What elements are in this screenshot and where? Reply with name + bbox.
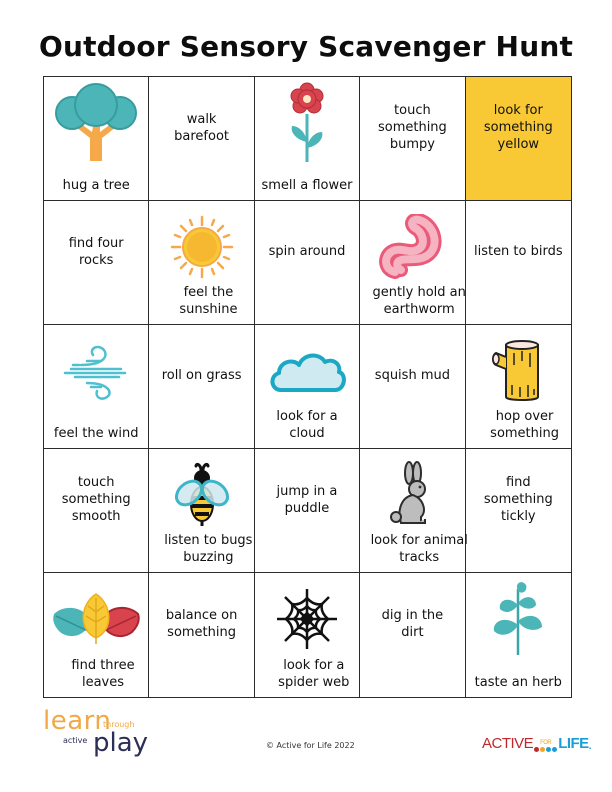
grid-cell[interactable]: [149, 77, 254, 201]
active-for-life-logo: [482, 735, 591, 752]
logo-for-word: FOR: [540, 740, 552, 746]
grid-cell[interactable]: [466, 573, 571, 697]
cell-label: find three leaves: [71, 658, 135, 690]
grid-cell[interactable]: [44, 201, 149, 325]
log-icon: [490, 333, 546, 409]
cell-label: find something tickly: [483, 475, 553, 524]
grid-cell[interactable]: [44, 449, 149, 573]
cell-label: smell a flower: [261, 178, 353, 193]
logo-dots-icon: [534, 747, 557, 752]
cell-label: find four rocks: [68, 235, 124, 268]
cell-label: listen to bugs buzzing: [164, 533, 253, 565]
spider-web-icon: [274, 581, 340, 657]
cell-label: roll on grass: [161, 368, 242, 383]
cell-label: walk barefoot: [174, 111, 230, 144]
page-title: Outdoor Sensory Scavenger Hunt: [38, 30, 574, 63]
grid-cell[interactable]: [466, 325, 571, 449]
cell-label: hop over something: [490, 409, 559, 441]
cell-label: look for a spider web: [278, 658, 350, 690]
grid-cell[interactable]: [149, 325, 254, 449]
cell-label: feel the wind: [53, 426, 139, 441]
cell-label: touch something bumpy: [377, 103, 447, 152]
logo-play-text: play: [93, 728, 149, 758]
cell-label: taste an herb: [474, 675, 562, 690]
cell-label: hug a tree: [62, 178, 130, 193]
logo-for-block: [534, 740, 557, 752]
grid-cell[interactable]: [360, 449, 468, 573]
grid-cell[interactable]: [149, 449, 254, 573]
earthworm-icon: [379, 209, 445, 285]
tree-icon: [50, 85, 142, 161]
bee-icon: [167, 457, 237, 533]
copyright-text: © Active for Life 2022: [266, 741, 355, 750]
grid-cell[interactable]: [360, 325, 465, 449]
cell-label: squish mud: [374, 368, 450, 383]
cell-label: jump in a puddle: [276, 483, 338, 516]
logo-active-word: ACTIVE: [482, 735, 534, 752]
cloud-icon: [267, 333, 347, 409]
cell-label: spin around: [268, 244, 346, 259]
grid-cell[interactable]: [360, 201, 465, 325]
scavenger-hunt-grid: [43, 76, 572, 698]
cell-label: look for animal tracks: [370, 533, 468, 565]
grid-cell[interactable]: [255, 201, 360, 325]
sun-icon: [170, 209, 234, 285]
grid-cell[interactable]: [149, 201, 254, 325]
leaves-icon: [50, 581, 142, 657]
grid-cell[interactable]: [466, 449, 571, 573]
grid-cell[interactable]: [149, 573, 254, 697]
rabbit-icon: [387, 457, 437, 533]
logo-through-text: through: [103, 720, 135, 729]
grid-cell[interactable]: [255, 449, 360, 573]
cell-label: dig in the dirt: [381, 608, 444, 640]
flower-icon: [282, 85, 332, 161]
grid-cell[interactable]: [360, 573, 465, 697]
cell-label: look for something yellow: [483, 103, 553, 152]
cell-label: listen to birds: [473, 244, 563, 259]
herb-icon: [488, 581, 548, 657]
grid-cell[interactable]: [360, 77, 465, 201]
cell-label: gently hold an earthworm: [372, 285, 466, 317]
grid-cell[interactable]: [44, 325, 149, 449]
grid-cell[interactable]: [44, 77, 149, 201]
cell-label: touch something smooth: [61, 475, 131, 524]
cell-label: balance on something: [165, 608, 238, 640]
cell-label: feel the sunshine: [179, 285, 238, 317]
grid-cell[interactable]: [255, 573, 360, 697]
logo-dot: .: [588, 741, 591, 752]
grid-cell-highlighted[interactable]: [466, 77, 571, 201]
grid-cell[interactable]: [44, 573, 149, 697]
learn-through-active-play-logo: [43, 706, 163, 758]
wind-icon: [61, 333, 131, 409]
logo-learn-text: learn: [43, 706, 112, 736]
cell-label: look for a cloud: [276, 409, 338, 441]
logo-life-word: LIFE: [558, 735, 589, 752]
logo-active-text: active: [63, 736, 88, 745]
grid-cell[interactable]: [255, 325, 360, 449]
grid-cell[interactable]: [255, 77, 360, 201]
grid-cell[interactable]: [466, 201, 571, 325]
